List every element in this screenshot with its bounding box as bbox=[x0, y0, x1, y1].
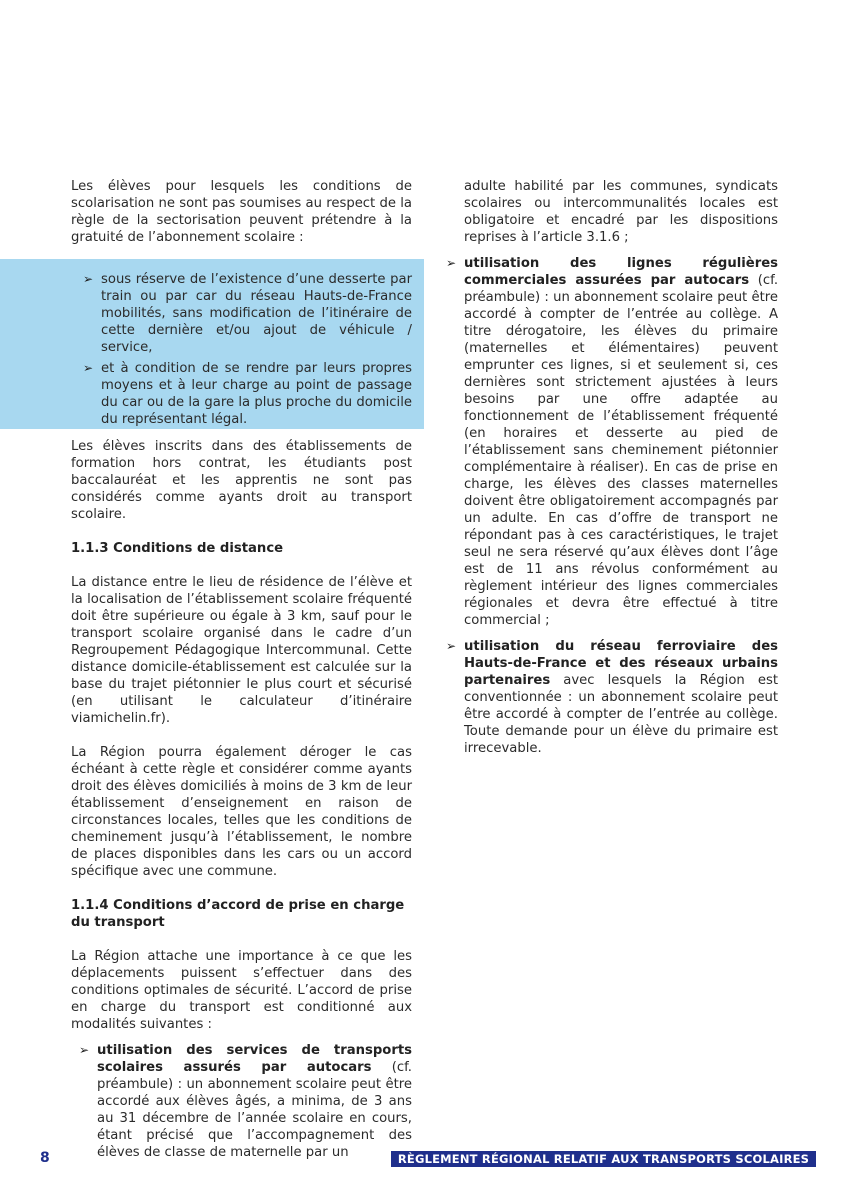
right-column bbox=[444, 178, 778, 757]
derogation-paragraph: La Région pourra également déroger le cas échéant à cette règle et considérer comme ayants droit des élèves domiciliés à moins de 3 km de leur établissement d’enseignement en raison de circonstances locales, telles que les conditions de cheminement jusqu’à l’établissement, le nombre de places disponibles dans les cars ou un accord spécifique avec une commune. bbox=[71, 745, 412, 879]
arrowhead-bullet-icon: ➢ bbox=[83, 361, 94, 375]
distance-paragraph: La distance entre le lieu de résidence de l’élève et la localisation de l’établissement scolaire fréquenté doit être supérieure ou égale à 3 km, sauf pour le transport scolaire organisé dans le cadre d’un Regroupement Pédagogique Intercommunal. Cette distance domicile-établissement est calculée sur la base du trajet piétonnier le plus court et sécurisé (en utilisant le calculateur d’itinéraire viamichelin.fr). bbox=[71, 575, 412, 726]
list-item: ➢ sous réserve de l’existence d’une desserte par train ou par car du réseau Hauts-de-France mobilités, sans modification de l’itinéraire de cette dernière et/ou ajout de véhicule / service, bbox=[83, 272, 412, 355]
accord-paragraph: La Région attache une importance à ce que les déplacements puissent s’effectuer dans des conditions optimales de sécurité. L’accord de prise en charge du transport est conditionné aux modalités suivantes : bbox=[71, 949, 412, 1032]
page-number: 8 bbox=[40, 1150, 50, 1166]
arrowhead-bullet-icon: ➢ bbox=[446, 639, 457, 653]
arrowhead-bullet-icon: ➢ bbox=[83, 272, 94, 286]
left-column bbox=[71, 178, 412, 246]
contract-paragraph: Les élèves inscrits dans des établissements de formation hors contrat, les étudiants post baccalauréat et les apprentis ne sont pas considérés comme ayants droit au transport scolaire. bbox=[71, 439, 412, 522]
highlight-list bbox=[79, 271, 412, 432]
footer-title: RÈGLEMENT RÉGIONAL RELATIF AUX TRANSPORTS SCOLAIRES bbox=[391, 1151, 816, 1167]
arrowhead-bullet-icon: ➢ bbox=[79, 1043, 90, 1057]
arrowhead-bullet-icon: ➢ bbox=[446, 256, 457, 270]
section-heading-1-1-4: 1.1.4 Conditions d’accord de prise en charge du transport bbox=[71, 898, 405, 930]
list-item: ➢ utilisation du réseau ferroviaire des Hauts-de-France et des réseaux urbains partenaires avec lesquels la Région est conventionnée : un abonnement scolaire peut être accordé à compter de l’entrée au collège. Toute demande pour un élève du primaire est irrecevable. bbox=[446, 639, 778, 756]
intro-paragraph: Les élèves pour lesquels les conditions de scolarisation ne sont pas soumises au respect de la règle de la sectorisation peuvent prétendre à la gratuité de l’abonnement scolaire : bbox=[71, 179, 412, 245]
section-heading-1-1-3: 1.1.3 Conditions de distance bbox=[71, 541, 284, 556]
list-item: ➢ utilisation des services de transports scolaires assurés par autocars (cf. préambule) : un abonnement scolaire peut être accordé aux élèves âgés, a minima, de 3 ans au 31 décembre de l’année scolaire en cours, étant précisé que l’accompagnement des élèves de classe de maternelle par un bbox=[79, 1043, 412, 1160]
left-column-lower bbox=[71, 438, 412, 1161]
list-item: ➢ utilisation des lignes régulières commerciales assurées par autocars (cf. préambule) : un abonnement scolaire peut être accordé à compter de l’entrée au collège. A titre dérogatoire, les élèves du primaire (maternelles et élémentaires) peuvent emprunter ces lignes, si et seulement si, ces dernières sont strictement ajustées à leurs besoins par une offre adaptée au fonctionnement de l’établissement fréquenté (en horaires et desserte au pied de l’établissement sans cheminement piétonnier complémentaire à réaliser). En cas de prise en charge, les élèves des classes maternelles doivent être obligatoirement accompagnés par un adulte. En cas d’offre de transport ne répondant pas à ces caractéristiques, le trajet seul ne sera réservé qu’aux élèves dont l’âge est de 11 ans révolus conformément au règlement intérieur des lignes commerciales régionales et devra être effectué à titre commercial ; bbox=[446, 256, 779, 628]
continued-paragraph: adulte habilité par les communes, syndicats scolaires ou intercommunalités locales est obligatoire et encadré par les dispositions reprises à l’article 3.1.6 ; bbox=[464, 179, 778, 245]
list-item: ➢ et à condition de se rendre par leurs propres moyens et à leur charge au point de passage du car ou de la gare la plus proche du domicile du représentant légal. bbox=[83, 361, 412, 427]
